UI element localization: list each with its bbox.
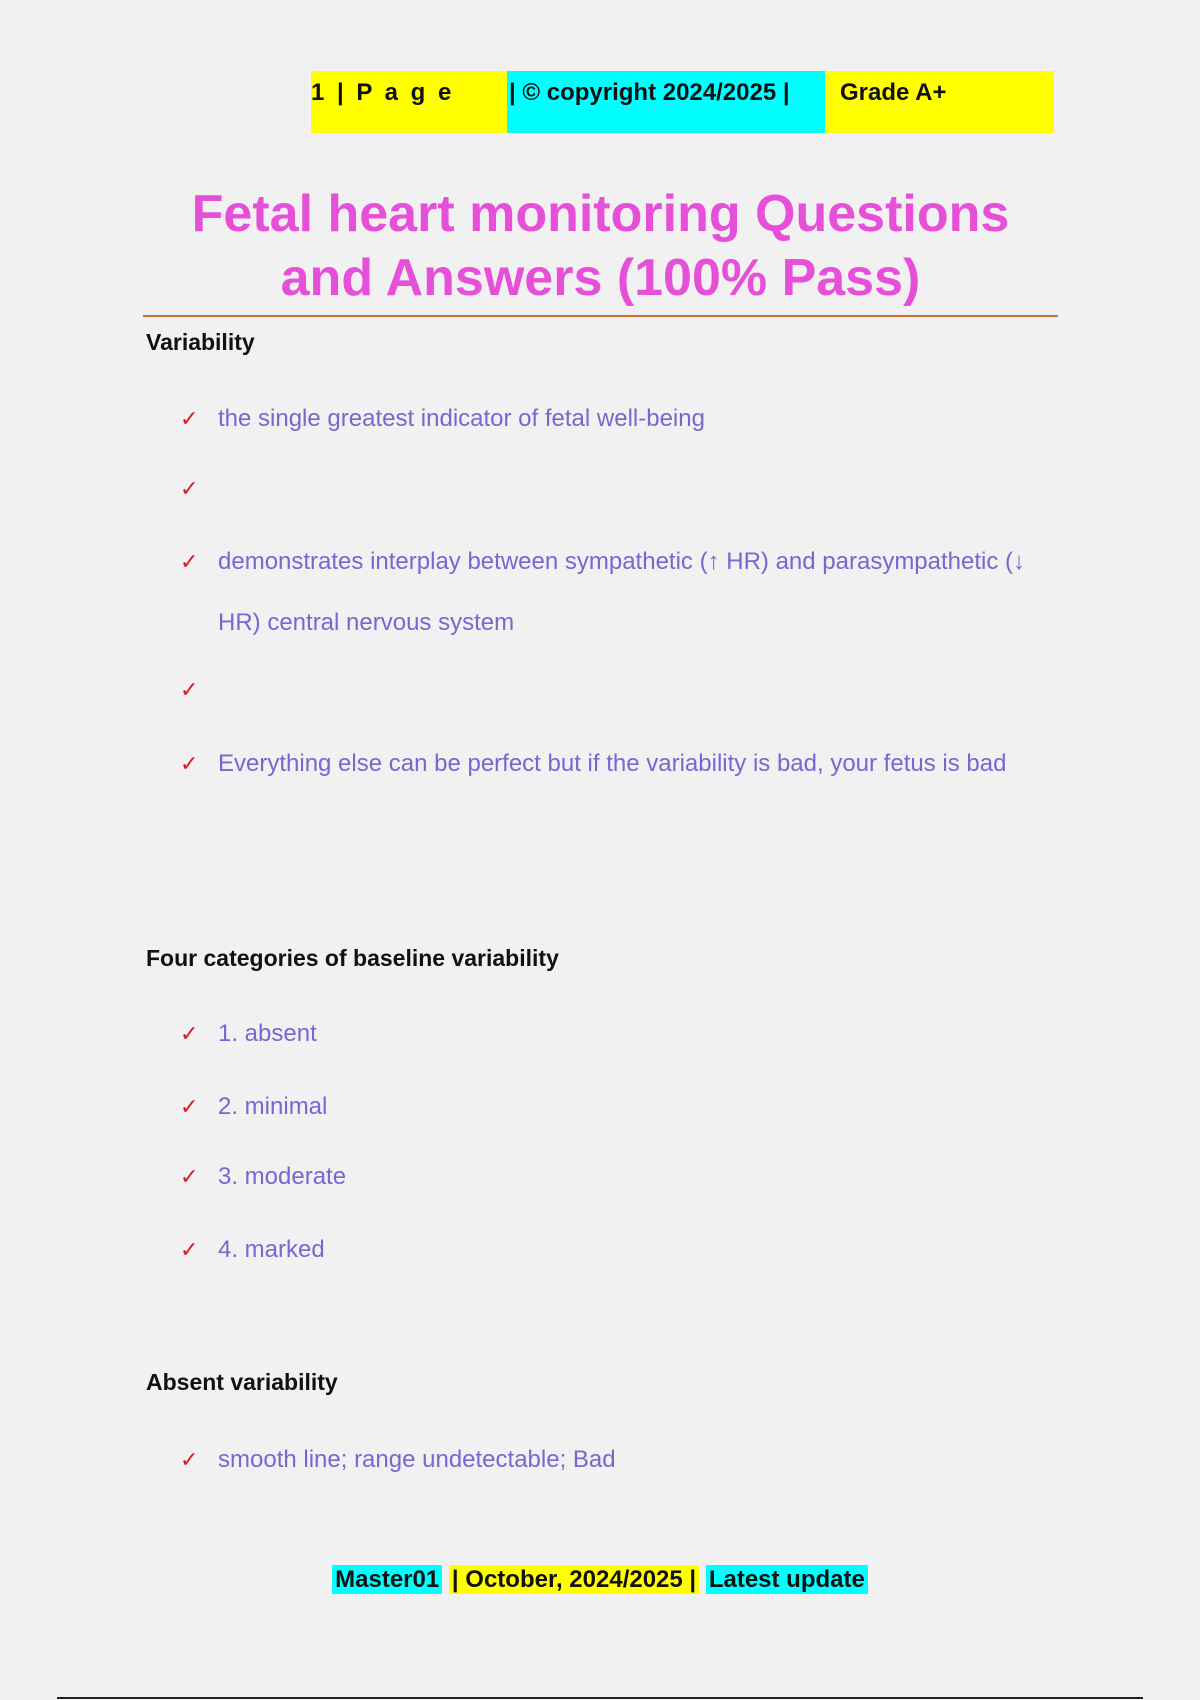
list-item: ✓ Everything else can be perfect but if the variability is bad, your fetus is bad xyxy=(180,733,1060,794)
copyright-label: | © copyright 2024/2025 | xyxy=(507,71,825,133)
list-item: ✓ 4. marked xyxy=(180,1219,1060,1280)
check-icon: ✓ xyxy=(180,751,199,776)
list-item: ✓ smooth line; range undetectable; Bad xyxy=(180,1429,1060,1490)
section-heading-absent: Absent variability xyxy=(146,1369,338,1395)
check-icon: ✓ xyxy=(180,549,199,574)
list-item: ✓ 1. absent xyxy=(180,1003,1060,1064)
check-icon: ✓ xyxy=(180,677,199,702)
page-footer xyxy=(0,1566,1200,1594)
list-item xyxy=(180,659,1060,720)
footer-date: | October, 2024/2025 | xyxy=(449,1565,699,1594)
footer-author: Master01 xyxy=(332,1565,442,1594)
check-icon: ✓ xyxy=(180,406,199,431)
grade-label: Grade A+ xyxy=(825,71,1054,133)
check-icon: ✓ xyxy=(180,1447,199,1472)
title-divider xyxy=(143,315,1058,317)
check-icon: ✓ xyxy=(180,1237,199,1262)
list-item: ✓ the single greatest indicator of fetal well-being xyxy=(180,388,1060,449)
list-item xyxy=(180,458,1060,519)
section-heading-variability: Variability xyxy=(146,329,255,355)
page-header xyxy=(311,71,1054,133)
list-item: ✓ 2. minimal xyxy=(180,1076,1060,1137)
page-number-label: 1 | P a g e xyxy=(311,71,507,133)
check-icon: ✓ xyxy=(180,1094,199,1119)
list-item: ✓ demonstrates interplay between sympathetic (↑ HR) and parasympathetic (↓ HR) central nervous system xyxy=(180,531,1060,653)
check-icon: ✓ xyxy=(180,1021,199,1046)
check-icon: ✓ xyxy=(180,1164,199,1189)
check-icon: ✓ xyxy=(180,476,199,501)
list-item: ✓ 3. moderate xyxy=(180,1146,1060,1207)
section-heading-categories: Four categories of baseline variability xyxy=(146,945,559,971)
bottom-divider xyxy=(57,1697,1143,1699)
document-title: Fetal heart monitoring Questions and Answers (100% Pass) xyxy=(191,185,1010,307)
footer-status: Latest update xyxy=(706,1565,868,1594)
